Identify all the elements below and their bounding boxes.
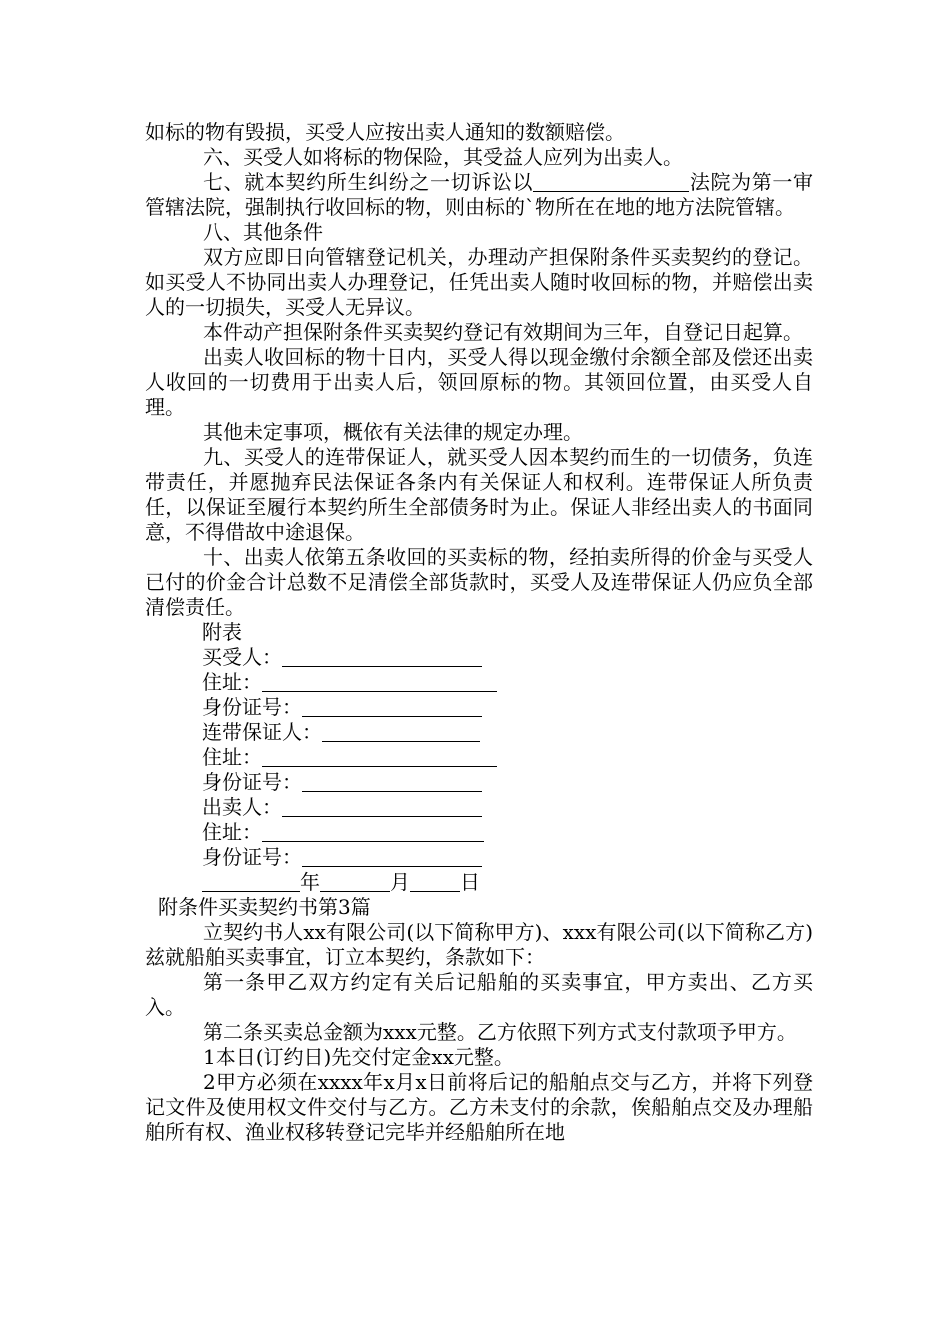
appendix-heading: 附表 [202, 620, 242, 644]
clause-7-text-before: 七、就本契约所生纠纷之一切诉讼以 [203, 170, 534, 194]
paragraph: 双方应即日向管辖登记机关，办理动产担保附条件买卖契约的登记。如买受人不协同出卖人办理登记，任凭出卖人随时收回标的物，并赔偿出卖人的一切损失，买受人无异议。 [145, 245, 813, 319]
paragraph: 其他未定事项，概依有关法律的规定办理。 [203, 420, 583, 444]
appendix-field [145, 845, 813, 870]
field-blank [302, 773, 482, 792]
field-blank [322, 723, 480, 742]
field-label: 住址： [202, 745, 262, 769]
appendix-field [145, 720, 813, 745]
paragraph: 2甲方必须在xxxx年x月x日前将后记的船舶点交与乙方，并将下列登记文件及使用权文件交付与乙方。乙方未支付的余款，俟船舶点交及办理船舶所有权、渔业权移转登记完毕并经船舶所在地 [145, 1070, 813, 1144]
court-name-blank [533, 173, 689, 192]
field-blank [302, 698, 482, 717]
month-label: 月 [390, 870, 410, 894]
paragraph: 立契约书人xx有限公司(以下简称甲方)、xxx有限公司(以下简称乙方)兹就船舶买卖事宜，订立本契约，条款如下： [145, 920, 813, 969]
paragraph: 第二条买卖总金额为xxx元整。乙方依照下列方式支付款项予甲方。 [203, 1020, 797, 1044]
field-blank [302, 848, 482, 867]
field-label: 身份证号： [202, 845, 302, 869]
field-blank [282, 798, 482, 817]
appendix-field [145, 795, 813, 820]
field-blank [262, 673, 497, 692]
paragraph: 如标的物有毁损，买受人应按出卖人通知的数额赔偿。 [145, 120, 625, 144]
clause-7-text-after: 法院为第一审管辖法院，强制执行收回标的物，则由标的`物所在在地的地方法院管辖。 [145, 170, 814, 219]
appendix-field [145, 820, 813, 845]
paragraph: 第一条甲乙双方约定有关后记船舶的买卖事宜，甲方卖出、乙方买入。 [145, 970, 813, 1019]
paragraph: 六、买受人如将标的物保险，其受益人应列为出卖人。 [203, 145, 683, 169]
section-title: 附条件买卖契约书第3篇 [158, 895, 371, 919]
field-label: 身份证号： [202, 695, 302, 719]
date-line [145, 870, 813, 895]
paragraph: 八、其他条件 [203, 220, 323, 244]
field-label: 出卖人： [202, 795, 282, 819]
day-label: 日 [460, 870, 480, 894]
paragraph: 本件动产担保附条件买卖契约登记有效期间为三年，自登记日起算。 [203, 320, 803, 344]
appendix-field [145, 670, 813, 695]
field-label: 住址： [202, 670, 262, 694]
field-blank [282, 648, 482, 667]
field-label: 住址： [202, 820, 262, 844]
appendix-field [145, 695, 813, 720]
field-label: 连带保证人： [202, 720, 322, 744]
year-label: 年 [300, 870, 320, 894]
appendix-field [145, 645, 813, 670]
field-blank [262, 748, 497, 767]
document-body [145, 120, 813, 1145]
year-blank [202, 873, 300, 892]
appendix-field [145, 745, 813, 770]
clause-7-paragraph [145, 170, 813, 220]
paragraph: 1本日(订约日)先交付定金xx元整。 [203, 1045, 514, 1069]
month-blank [320, 873, 390, 892]
field-label: 买受人： [202, 645, 282, 669]
paragraph: 九、买受人的连带保证人，就买受人因本契约而生的一切债务，负连带责任，并愿抛弃民法保证各条内有关保证人和权利。连带保证人所负责任，以保证至履行本契约所生全部债务时为止。保证人非经出卖人的书面同意，不得借故中途退保。 [145, 445, 813, 544]
paragraph: 十、出卖人依第五条收回的买卖标的物，经拍卖所得的价金与买受人已付的价金合计总数不足清偿全部货款时，买受人及连带保证人仍应负全部清偿责任。 [145, 545, 813, 619]
field-blank [262, 823, 484, 842]
day-blank [410, 873, 460, 892]
paragraph: 出卖人收回标的物十日内，买受人得以现金缴付余额全部及偿还出卖人收回的一切费用于出卖人后，领回原标的物。其领回位置，由买受人自理。 [145, 345, 813, 419]
appendix-field [145, 770, 813, 795]
field-label: 身份证号： [202, 770, 302, 794]
